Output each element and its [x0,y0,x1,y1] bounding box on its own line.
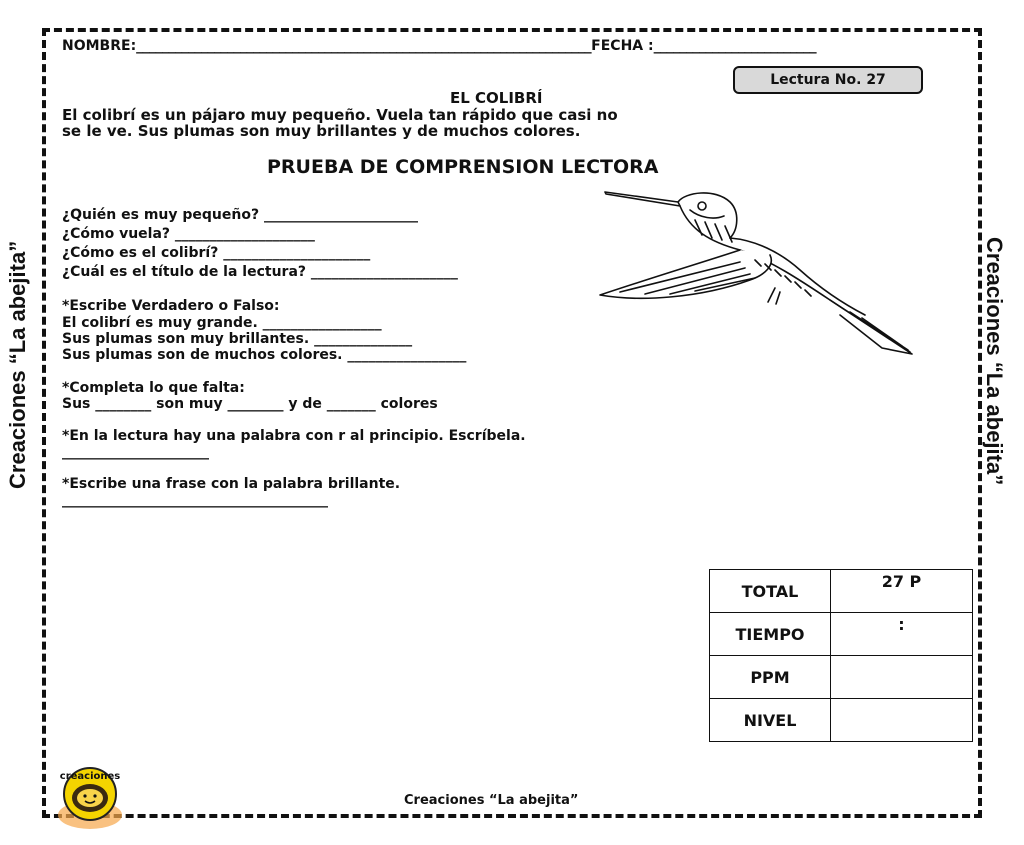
name-line[interactable]: ______________________________________________________________________ [136,38,592,54]
test-title: PRUEBA DE COMPRENSION LECTORA [267,156,659,178]
footer-credit: Creaciones “La abejita” [404,793,579,808]
true-false-1: El colibrí es muy grande. _________________ [62,315,382,331]
logo-text: creaciones [59,771,121,782]
phrase-title: *Escribe una frase con la palabra brillante. [62,476,401,492]
score-value[interactable]: : [831,613,973,656]
score-label: PPM [710,656,831,699]
r-word-line[interactable]: _____________________ [62,444,209,460]
date-label: FECHA : [591,38,654,54]
true-false-3: Sus plumas son de muchos colores. _________________ [62,347,467,363]
phrase-line[interactable]: ______________________________________ [62,492,328,508]
score-label: TOTAL [710,570,831,613]
hummingbird-illustration [590,180,920,360]
score-value[interactable]: 27 P [831,570,973,613]
score-value[interactable] [831,699,973,742]
true-false-title: *Escribe Verdadero o Falso: [62,298,280,314]
question-2: ¿Cómo vuela? ____________________ [62,226,315,242]
score-label: TIEMPO [710,613,831,656]
score-row-total [710,570,973,613]
side-credit-left: Creaciones “La abejita” [5,240,30,489]
complete-title: *Completa lo que falta: [62,380,245,396]
score-row-level [710,699,973,742]
reading-title: EL COLIBRÍ [450,89,543,107]
side-credit-right: Creaciones “La abejita” [982,237,1007,486]
complete-line: Sus ________ son muy ________ y de _______ colores [62,396,438,412]
score-row-ppm [710,656,973,699]
name-row [62,38,816,54]
question-1: ¿Quién es muy pequeño? ______________________ [62,207,418,223]
question-3: ¿Cómo es el colibrí? _____________________ [62,245,371,261]
score-row-time [710,613,973,656]
r-word-title: *En la lectura hay una palabra con r al principio. Escríbela. [62,428,526,444]
question-4: ¿Cuál es el título de la lectura? _____________________ [62,264,458,280]
reading-line-2: se le ve. Sus plumas son muy brillantes y de muchos colores. [62,122,581,140]
reading-number-badge: Lectura No. 27 [733,66,923,94]
score-label: NIVEL [710,699,831,742]
score-value[interactable] [831,656,973,699]
true-false-2: Sus plumas son muy brillantes. ______________ [62,331,413,347]
reading-line-1: El colibrí es un pájaro muy pequeño. Vuela tan rápido que casi no [62,106,618,124]
bee-logo [42,760,142,830]
name-label: NOMBRE: [62,38,137,54]
score-table [709,569,973,742]
date-line[interactable]: _________________________ [653,38,817,54]
